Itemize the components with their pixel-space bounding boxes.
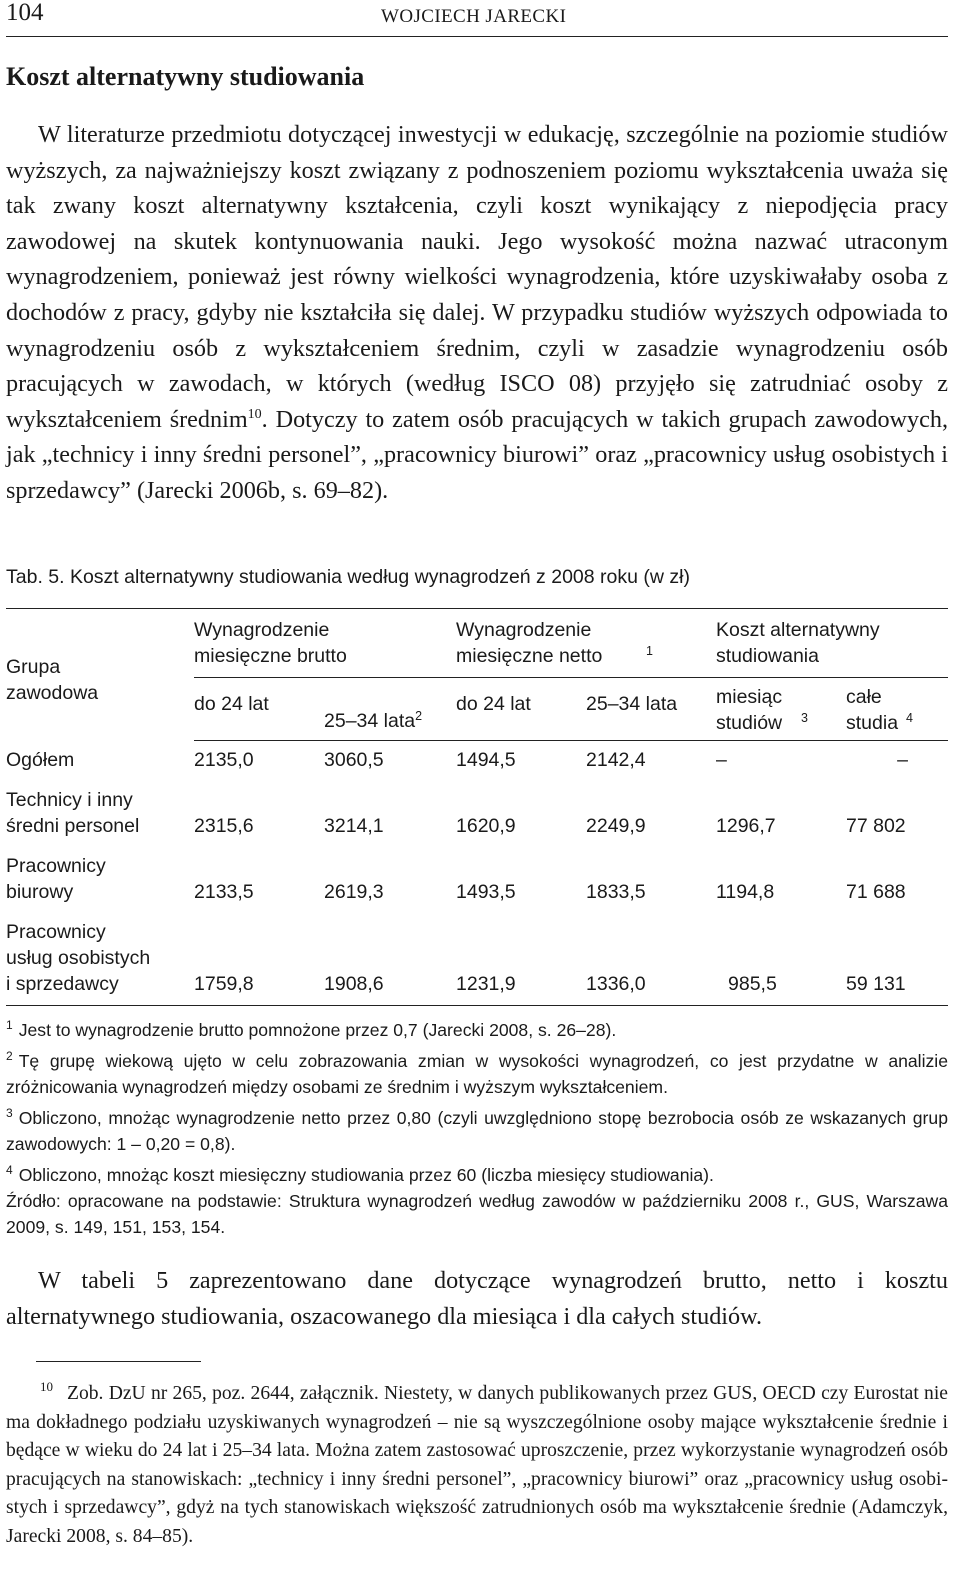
cell-gross-25-34: 1908,6 [324,905,456,1006]
cell-total: 59 131 [846,905,948,1006]
table-row [6,773,948,839]
section-title: Koszt alternatywny studiowania [6,62,365,91]
cell-month: 1296,7 [716,814,776,837]
cell-net-under-24: 1620,9 [456,814,516,837]
paragraph-1-part-2: . Dotyczy to zatem osób pracujących w takich grupach zawodowych, jak „technicy i inny średni personel”, „pracownicy biurowi” oraz „pracownicy usług osobistych i sprzedawcy” (Jarecki 2006b, s. 69–82). [6,405,948,504]
header-gross-under-24: do 24 lat [194,678,324,741]
cell-net-25-34: 1833,5 [586,880,646,903]
cell-net-25-34: 2142,4 [586,748,646,771]
cell-month: 1194,8 [716,880,775,903]
header-net-under-24: do 24 lat [456,678,586,741]
cell-total: 71 688 [846,880,906,903]
cell-month: 985,5 [716,905,846,1006]
table-notes [6,1012,948,1240]
table-caption: Tab. 5. Koszt alternatywny studiowania według wynagrodzeń z 2008 roku (w zł) [6,566,690,588]
cell-gross-under-24: 2315,6 [194,814,254,837]
cell-gross-under-24: 2135,0 [194,748,254,771]
cell-total: 77 802 [846,814,906,837]
paragraph-1-part-1: W literaturze przedmiotu dotyczącej inwestycji w edukację, szczególnie na poziomie studiów wyższych, za najważniejszy koszt związany z podnoszeniem poziomu wykształcenia uważa się tak zwany koszt alternatywny kształcenia, czyli koszt wynikający z niepodjęcia pracy zawodowej na skutek kontynuowania nauki. Jego wysokość można nazwać utraconym wynagrodzeniem, ponieważ jest równy wielkości wynagrodzenia, które uzyskiwałaby osoba z dochodów z pracy, gdyby nie kształciła się dalej. W przypadku studiów wyższych odpowiada to wynagrodzeniu osób z wykształceniem średnim, czyli w zasadzie wynagrodzeniu osób pracujących w zawodach, w których (według ISCO 08) przyjęło się zatrudniać osoby z wykształceniem średnim [6,121,948,433]
cell-net-25-34: 1336,0 [586,905,716,1006]
table-note: $^4$ Obliczono, mnożąc koszt miesięczny studiowania przez 60 (liczba miesięcy studiowania). [6,1163,714,1185]
table-header-row-1 [6,609,948,678]
page-number: 104 [6,0,44,26]
footnote-ref-10[interactable]: 10 [247,406,262,422]
table-row [6,741,948,773]
body-paragraph-1 [6,117,948,509]
table-note: $^3$ Obliczono, mnożąc wynagrodzenie netto przez 0,80 (czyli uwzględniono stopę bezrobocia osób ze wskazanych grup zawodowych: 1 – 0,20 = 0,8). [6,1106,948,1154]
cell-total: – [897,748,908,771]
table-row [6,905,948,1006]
footnote-divider [36,1361,201,1362]
header-month: miesiąc studiów $^3$ [716,678,846,741]
page-footnote-text: Zob. DzU nr 265, poz. 2644, załącznik. Niestety, w danych publikowanych przez GUS, OECD czy Eurostat nie ma dokładnego podziału uzyskiwanych wynagrodzeń – nie są wyszczególnione osoby mające wykształcenie średnie i będące w wieku do 24 lat i 25–34 lata. Można zatem zastosować uproszczenie, przez wykorzystanie wynagrodzeń osób pracujących na stanowiskach: „technicy i inny średni personel”, „pracownicy biurowi” oraz „pracownicy usług osobistych i sprzedawcy”, gdyż na tych stanowiskach większość zatrudnionych osób ma wykształcenie średnie (Adamczyk, Jarecki 2008, s. 84–85). [6,1383,948,1547]
table-row [6,839,948,905]
table-note: $^2$ Tę grupę wiekową ujęto w celu zobrazowania zmian w wysokości wynagrodzeń, co jest przydatne w analizie zróżnicowania wynagrodzeń między osobami ze średnim i wyższym wykształceniem. [6,1049,948,1097]
row-group: Technicy i inny średni personel [6,788,140,837]
row-group: Pracownicy usług osobistych i sprzedawcy [6,905,194,1006]
cell-net-25-34: 2249,9 [586,814,646,837]
header-gross-25-34: 25–34 lata$^2$ [324,678,456,741]
cell-gross-25-34: 3214,1 [324,814,384,837]
header-net-25-34: 25–34 lata [586,678,716,741]
cell-gross-25-34: 2619,3 [324,880,384,903]
cell-gross-under-24: 1759,8 [194,905,324,1006]
row-group: Pracownicy biurowy [6,854,106,903]
cell-net-under-24: 1494,5 [456,748,516,771]
header-group: Grupa zawodowa [6,609,194,741]
row-group: Ogółem [6,748,75,771]
header-gross: Wynagrodzenie miesięczne brutto [194,609,456,678]
page-footnote-10 [6,1373,948,1552]
cell-net-under-24: 1231,9 [456,905,586,1006]
table-note: $^1$ Jest to wynagrodzenie brutto pomnożone przez 0,7 (Jarecki 2008, s. 26–28). [6,1018,617,1040]
running-head-author: WOJCIECH JARECKI [381,6,567,27]
salary-table [6,608,948,1006]
cell-net-under-24: 1493,5 [456,880,516,903]
cell-gross-25-34: 3060,5 [324,748,384,771]
header-total: całe studia $^4$ [846,678,948,741]
cell-month: – [716,748,727,771]
table-source: Źródło: opracowane na podstawie: Struktura wynagrodzeń według zawodów w październiku 2008 r., GUS, Warszawa 2009, s. 149, 151, 153, 154. [6,1191,948,1237]
header-cost: Koszt alternatywny studiowania [716,609,948,678]
body-paragraph-2: W tabeli 5 zaprezentowano dane dotyczące wynagrodzeń brutto, netto i kosztu alternatywnego studiowania, oszacowanego dla miesiąca i dla całych studiów. [6,1267,948,1330]
page-footnote-mark: 10 [40,1379,53,1394]
running-head [6,0,948,37]
cell-gross-under-24: 2133,5 [194,880,254,903]
header-net: Wynagrodzenie miesięczne netto $^1$ [456,609,716,678]
